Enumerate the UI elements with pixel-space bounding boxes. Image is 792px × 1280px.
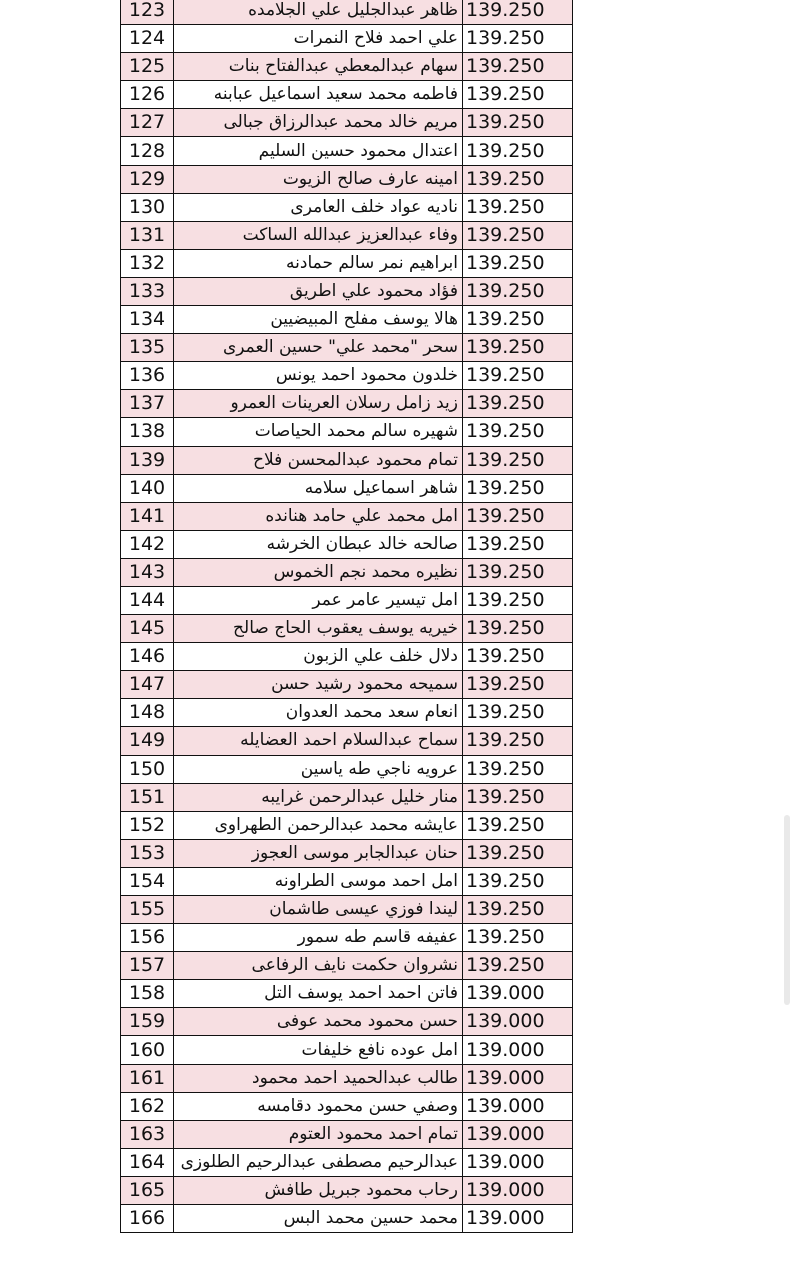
row-number: 144 xyxy=(121,586,174,614)
row-score: 139.250 xyxy=(463,952,573,980)
row-name: مريم خالد محمد عبدالرزاق جبالى xyxy=(174,109,463,137)
row-name: ظاهر عبدالجليل علي الجلامده xyxy=(174,0,463,25)
row-name: سماح عبدالسلام احمد العضايله xyxy=(174,727,463,755)
row-number: 157 xyxy=(121,952,174,980)
row-number: 160 xyxy=(121,1036,174,1064)
row-score: 139.250 xyxy=(463,109,573,137)
row-number: 128 xyxy=(121,137,174,165)
row-number: 134 xyxy=(121,306,174,334)
row-name: خيريه يوسف يعقوب الحاج صالح xyxy=(174,615,463,643)
row-score: 139.250 xyxy=(463,755,573,783)
row-name: فاطمه محمد سعيد اسماعيل عبابنه xyxy=(174,81,463,109)
table-row xyxy=(121,615,573,643)
row-name: حنان عبدالجابر موسى العجوز xyxy=(174,839,463,867)
row-name: زيد زامل رسلان العرينات العمرو xyxy=(174,390,463,418)
row-number: 136 xyxy=(121,362,174,390)
row-number: 129 xyxy=(121,165,174,193)
row-number: 139 xyxy=(121,446,174,474)
row-score: 139.000 xyxy=(463,1148,573,1176)
row-score: 139.250 xyxy=(463,418,573,446)
row-name: شاهر اسماعيل سلامه xyxy=(174,474,463,502)
row-score: 139.250 xyxy=(463,586,573,614)
row-number: 127 xyxy=(121,109,174,137)
row-score: 139.250 xyxy=(463,165,573,193)
table-row xyxy=(121,1176,573,1204)
table-row xyxy=(121,306,573,334)
table-row xyxy=(121,586,573,614)
row-name: تمام محمود عبدالمحسن فلاح xyxy=(174,446,463,474)
row-score: 139.000 xyxy=(463,1008,573,1036)
row-score: 139.250 xyxy=(463,53,573,81)
row-score: 139.250 xyxy=(463,362,573,390)
table-row xyxy=(121,390,573,418)
row-name: رحاب محمود جبريل طافش xyxy=(174,1176,463,1204)
row-score: 139.250 xyxy=(463,558,573,586)
row-number: 123 xyxy=(121,0,174,25)
row-number: 143 xyxy=(121,558,174,586)
table-row xyxy=(121,137,573,165)
row-number: 149 xyxy=(121,727,174,755)
table-row xyxy=(121,980,573,1008)
table-row xyxy=(121,418,573,446)
row-score: 139.250 xyxy=(463,643,573,671)
row-number: 166 xyxy=(121,1205,174,1233)
table-row xyxy=(121,896,573,924)
row-score: 139.000 xyxy=(463,1176,573,1204)
table-row xyxy=(121,755,573,783)
row-number: 145 xyxy=(121,615,174,643)
table-row xyxy=(121,221,573,249)
row-name: امل تيسير عامر عمر xyxy=(174,586,463,614)
table-row xyxy=(121,277,573,305)
row-name: صالحه خالد عبطان الخرشه xyxy=(174,530,463,558)
table-row xyxy=(121,165,573,193)
table-row xyxy=(121,811,573,839)
row-score: 139.250 xyxy=(463,699,573,727)
row-number: 165 xyxy=(121,1176,174,1204)
row-number: 150 xyxy=(121,755,174,783)
row-name: هالا يوسف مفلح المبيضيين xyxy=(174,306,463,334)
table-row xyxy=(121,1205,573,1233)
row-score: 139.250 xyxy=(463,924,573,952)
row-score: 139.000 xyxy=(463,1092,573,1120)
row-number: 141 xyxy=(121,502,174,530)
row-name: سهام عبدالمعطي عبدالفتاح بنات xyxy=(174,53,463,81)
row-name: عبدالرحيم مصطفى عبدالرحيم الطلوزى xyxy=(174,1148,463,1176)
row-name: نشروان حكمت نايف الرفاعى xyxy=(174,952,463,980)
row-name: خلدون محمود احمد يونس xyxy=(174,362,463,390)
row-name: منار خليل عبدالرحمن غرايبه xyxy=(174,783,463,811)
row-score: 139.250 xyxy=(463,811,573,839)
row-number: 163 xyxy=(121,1120,174,1148)
table-row xyxy=(121,699,573,727)
row-number: 153 xyxy=(121,839,174,867)
row-name: فؤاد محمود علي اطريق xyxy=(174,277,463,305)
row-name: امل محمد علي حامد هنانده xyxy=(174,502,463,530)
row-number: 131 xyxy=(121,221,174,249)
row-score: 139.250 xyxy=(463,137,573,165)
row-score: 139.250 xyxy=(463,530,573,558)
row-score: 139.000 xyxy=(463,1205,573,1233)
table-row xyxy=(121,558,573,586)
row-score: 139.250 xyxy=(463,783,573,811)
row-score: 139.250 xyxy=(463,474,573,502)
results-table xyxy=(120,0,573,1233)
row-score: 139.250 xyxy=(463,193,573,221)
row-score: 139.250 xyxy=(463,446,573,474)
table-row xyxy=(121,193,573,221)
table-row xyxy=(121,1064,573,1092)
row-score: 139.250 xyxy=(463,727,573,755)
row-name: عرويه ناجي طه ياسين xyxy=(174,755,463,783)
row-number: 140 xyxy=(121,474,174,502)
row-name: ناديه عواد خلف العامرى xyxy=(174,193,463,221)
table-row xyxy=(121,867,573,895)
table-row xyxy=(121,1092,573,1120)
row-score: 139.250 xyxy=(463,249,573,277)
row-name: وفاء عبدالعزيز عبدالله الساكت xyxy=(174,221,463,249)
table-row xyxy=(121,783,573,811)
row-score: 139.250 xyxy=(463,0,573,25)
row-name: محمد حسين محمد البس xyxy=(174,1205,463,1233)
row-score: 139.250 xyxy=(463,839,573,867)
row-score: 139.250 xyxy=(463,334,573,362)
row-name: امل احمد موسى الطراونه xyxy=(174,867,463,895)
row-name: فاتن احمد احمد يوسف التل xyxy=(174,980,463,1008)
row-score: 139.250 xyxy=(463,25,573,53)
table-row xyxy=(121,643,573,671)
table-row xyxy=(121,446,573,474)
row-number: 138 xyxy=(121,418,174,446)
row-name: دلال خلف علي الزبون xyxy=(174,643,463,671)
row-name: سميحه محمود رشيد حسن xyxy=(174,671,463,699)
row-score: 139.250 xyxy=(463,896,573,924)
row-number: 154 xyxy=(121,867,174,895)
row-score: 139.250 xyxy=(463,615,573,643)
row-name: نظيره محمد نجم الخموس xyxy=(174,558,463,586)
row-score: 139.250 xyxy=(463,671,573,699)
row-score: 139.000 xyxy=(463,1036,573,1064)
row-name: سحر "محمد علي" حسين العمرى xyxy=(174,334,463,362)
row-score: 139.250 xyxy=(463,867,573,895)
row-number: 152 xyxy=(121,811,174,839)
table-row xyxy=(121,0,573,25)
table-row xyxy=(121,334,573,362)
row-name: ابراهيم نمر سالم حمادنه xyxy=(174,249,463,277)
row-number: 126 xyxy=(121,81,174,109)
results-table-body xyxy=(121,0,573,1233)
table-row xyxy=(121,1148,573,1176)
row-number: 148 xyxy=(121,699,174,727)
row-score: 139.250 xyxy=(463,277,573,305)
row-number: 164 xyxy=(121,1148,174,1176)
row-number: 125 xyxy=(121,53,174,81)
row-score: 139.250 xyxy=(463,221,573,249)
table-row xyxy=(121,952,573,980)
row-name: علي احمد فلاح النمرات xyxy=(174,25,463,53)
row-name: امل عوده نافع خليفات xyxy=(174,1036,463,1064)
row-name: عفيفه قاسم طه سمور xyxy=(174,924,463,952)
row-score: 139.250 xyxy=(463,306,573,334)
row-number: 137 xyxy=(121,390,174,418)
row-number: 156 xyxy=(121,924,174,952)
row-score: 139.250 xyxy=(463,81,573,109)
row-score: 139.000 xyxy=(463,1064,573,1092)
table-row xyxy=(121,474,573,502)
table-row xyxy=(121,530,573,558)
row-number: 146 xyxy=(121,643,174,671)
scroll-indicator xyxy=(784,815,790,1005)
table-row xyxy=(121,25,573,53)
table-row xyxy=(121,502,573,530)
row-name: حسن محمود محمد عوفى xyxy=(174,1008,463,1036)
row-number: 151 xyxy=(121,783,174,811)
table-row xyxy=(121,1008,573,1036)
row-number: 124 xyxy=(121,25,174,53)
row-number: 162 xyxy=(121,1092,174,1120)
row-number: 142 xyxy=(121,530,174,558)
row-name: انعام سعد محمد العدوان xyxy=(174,699,463,727)
table-row xyxy=(121,924,573,952)
table-row xyxy=(121,362,573,390)
row-name: شهيره سالم محمد الحياصات xyxy=(174,418,463,446)
row-number: 132 xyxy=(121,249,174,277)
table-row xyxy=(121,249,573,277)
row-score: 139.000 xyxy=(463,1120,573,1148)
table-row xyxy=(121,81,573,109)
table-row xyxy=(121,53,573,81)
table-row xyxy=(121,839,573,867)
row-name: وصفي حسن محمود دقامسه xyxy=(174,1092,463,1120)
row-name: تمام احمد محمود العتوم xyxy=(174,1120,463,1148)
row-name: عايشه محمد عبدالرحمن الطهراوى xyxy=(174,811,463,839)
row-score: 139.250 xyxy=(463,390,573,418)
row-score: 139.250 xyxy=(463,502,573,530)
row-number: 133 xyxy=(121,277,174,305)
row-number: 161 xyxy=(121,1064,174,1092)
row-number: 130 xyxy=(121,193,174,221)
row-number: 158 xyxy=(121,980,174,1008)
row-number: 159 xyxy=(121,1008,174,1036)
row-name: ليندا فوزي عيسى طاشمان xyxy=(174,896,463,924)
row-number: 155 xyxy=(121,896,174,924)
row-name: اعتدال محمود حسين السليم xyxy=(174,137,463,165)
row-name: امينه عارف صالح الزيوت xyxy=(174,165,463,193)
table-row xyxy=(121,1036,573,1064)
row-score: 139.000 xyxy=(463,980,573,1008)
row-number: 147 xyxy=(121,671,174,699)
table-row xyxy=(121,109,573,137)
table-row xyxy=(121,727,573,755)
table-row xyxy=(121,1120,573,1148)
row-number: 135 xyxy=(121,334,174,362)
row-name: طالب عبدالحميد احمد محمود xyxy=(174,1064,463,1092)
table-row xyxy=(121,671,573,699)
